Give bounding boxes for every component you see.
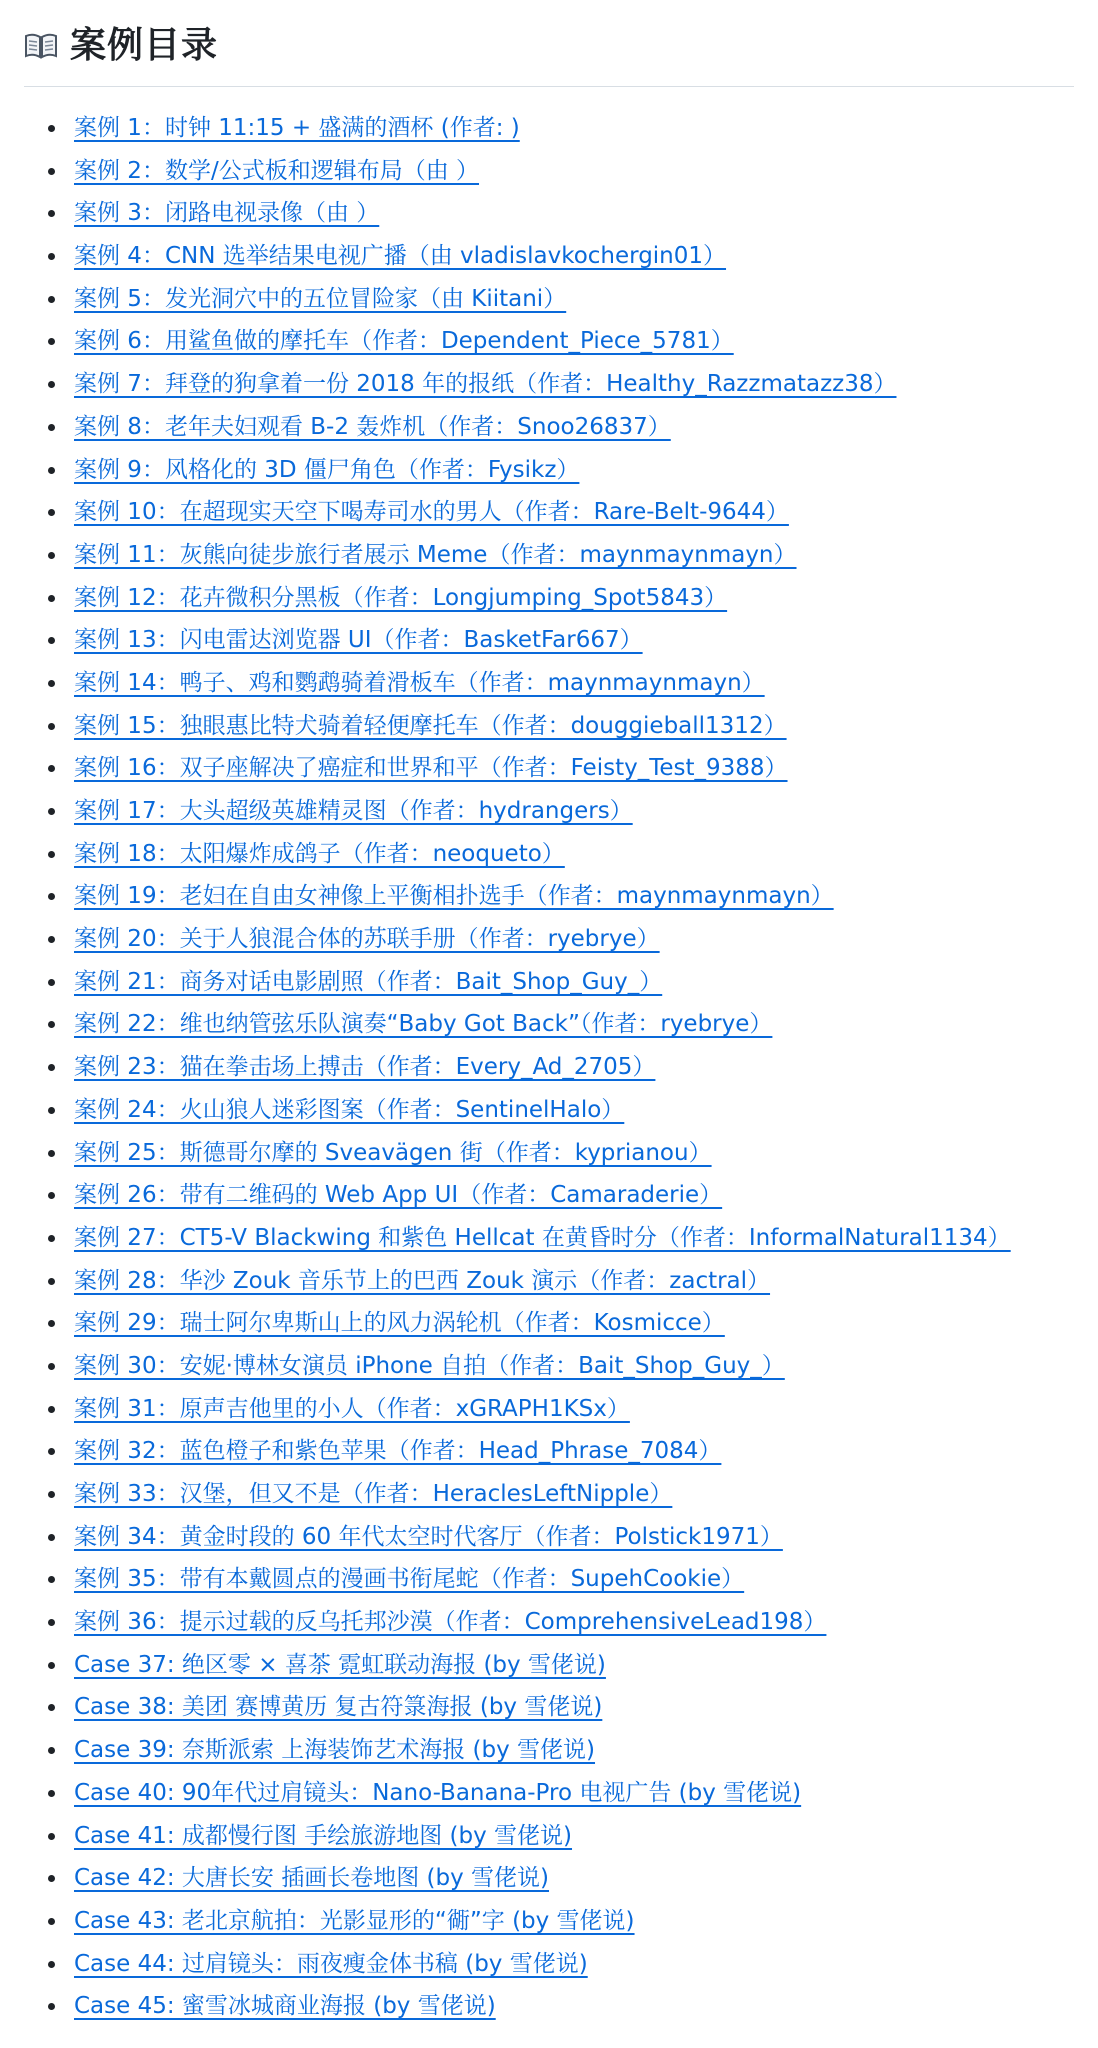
case-link[interactable]: 案例 27：CT5-V Blackwing 和紫色 Hellcat 在黄昏时分（作者：InformalNatural1134） [74,1224,1011,1251]
list-item [74,320,1074,363]
case-link[interactable]: Case 43: 老北京航拍：光影显形的“衚”字 (by 雪佬说) [74,1907,635,1934]
list-item [74,1003,1074,1046]
bullet-icon [48,1192,55,1199]
bullet-icon [48,1747,55,1754]
list-item [74,363,1074,406]
bullet-icon [48,680,55,687]
case-link[interactable]: 案例 21：商务对话电影剧照（作者：Bait_Shop_Guy_） [74,968,663,995]
list-item [74,918,1074,961]
bullet-icon [48,253,55,260]
bullet-icon [48,1704,55,1711]
case-link[interactable]: 案例 29：瑞士阿尔卑斯山上的风力涡轮机（作者：Kosmicce） [74,1310,725,1337]
list-item [74,406,1074,449]
bullet-icon [48,1961,55,1968]
bullet-icon [48,1790,55,1797]
list-item [74,534,1074,577]
list-item [74,1473,1074,1516]
case-link[interactable]: 案例 18：太阳爆炸成鸽子（作者：neoqueto） [74,840,565,867]
section-heading [24,22,1074,87]
case-link[interactable]: Case 44: 过肩镜头：雨夜瘦金体书稿 (by 雪佬说) [74,1950,588,1977]
bullet-icon [48,808,55,815]
list-item [74,1174,1074,1217]
case-link[interactable]: 案例 16：双子座解决了癌症和世界和平（作者：Feisty_Test_9388） [74,755,788,782]
case-link[interactable]: 案例 36：提示过载的反乌托邦沙漠（作者：ComprehensiveLead198） [74,1609,827,1636]
case-link[interactable]: 案例 26：带有二维码的 Web App UI（作者：Camaraderie） [74,1182,723,1209]
case-link[interactable]: 案例 1：时钟 11:15 + 盛满的酒杯 (作者: ) [74,115,520,141]
bullet-icon [48,595,55,602]
case-link[interactable]: 案例 19：老妇在自由女神像上平衡相扑选手（作者：maynmaynmayn） [74,883,834,910]
case-link[interactable]: 案例 12：花卉微积分黑板（作者：Longjumping_Spot5843） [74,584,728,611]
list-item [74,1815,1074,1858]
case-link[interactable]: 案例 17：大头超级英雄精灵图（作者：hydrangers） [74,798,633,824]
case-link[interactable]: 案例 13：闪电雷达浏览器 UI（作者：BasketFar667） [74,627,643,654]
bullet-icon [48,1363,55,1370]
list-item [74,1558,1074,1601]
list-item [74,1985,1074,2028]
page-title: 案例目录 [70,25,219,66]
bullet-icon [48,1107,55,1114]
bullet-icon [48,723,55,730]
case-link[interactable]: 案例 20：关于人狼混合体的苏联手册（作者：ryebrye） [74,926,660,953]
case-link[interactable]: 案例 10：在超现实天空下喝寿司水的男人（作者：Rare-Belt-9644） [74,499,789,526]
list-item [74,662,1074,705]
list-item [74,1516,1074,1559]
case-link[interactable]: 案例 4：CNN 选举结果电视广播（由 vladislavkochergin01） [74,243,727,270]
bullet-icon [48,893,55,900]
case-link[interactable]: Case 45: 蜜雪冰城商业海报 (by 雪佬说) [74,1993,496,2020]
bullet-icon [48,467,55,474]
bullet-icon [48,1278,55,1285]
case-link[interactable]: 案例 11：灰熊向徒步旅行者展示 Meme（作者：maynmaynmayn） [74,541,797,568]
list-item [74,790,1074,833]
list-item [74,875,1074,918]
case-link[interactable]: 案例 22：维也纳管弦乐队演奏“Baby Got Back”（作者：ryebrye） [74,1011,773,1038]
list-item [74,961,1074,1004]
list-item [74,278,1074,321]
list-item [74,1943,1074,1986]
case-link[interactable]: 案例 35：带有本戴圆点的漫画书衔尾蛇（作者：SupehCookie） [74,1566,745,1593]
bullet-icon [48,765,55,772]
open-book-icon [24,32,58,60]
bullet-icon [48,1491,55,1498]
bullet-icon [48,979,55,986]
bullet-icon [48,1235,55,1242]
list-item [74,1644,1074,1687]
case-link[interactable]: 案例 32：蓝色橙子和紫色苹果（作者：Head_Phrase_7084） [74,1438,722,1465]
list-item [74,107,1074,150]
case-link[interactable]: 案例 28：华沙 Zouk 音乐节上的巴西 Zouk 演示（作者：zactral） [74,1267,771,1294]
bullet-icon [48,1406,55,1413]
bullet-icon [48,1619,55,1626]
case-link[interactable]: 案例 34：黄金时段的 60 年代太空时代客厅（作者：Polstick1971） [74,1523,783,1550]
bullet-icon [48,168,55,175]
list-item [74,1601,1074,1644]
bullet-icon [48,210,55,217]
bullet-icon [48,2003,55,2010]
case-link[interactable]: Case 42: 大唐长安 插画长卷地图 (by 雪佬说) [74,1865,550,1892]
list-item [74,619,1074,662]
list-item [74,1260,1074,1303]
list-item [74,1345,1074,1388]
bullet-icon [48,851,55,858]
list-item [74,1430,1074,1473]
case-link[interactable]: 案例 3：闭路电视录像（由 ） [74,200,380,227]
case-link[interactable]: Case 40: 90年代过肩镜头：Nano-Banana-Pro 电视广告 (by 雪佬说) [74,1779,802,1806]
list-item [74,449,1074,492]
list-item [74,192,1074,235]
list-item [74,1217,1074,1260]
case-link[interactable]: 案例 15：独眼惠比特犬骑着轻便摩托车（作者：douggieball1312） [74,712,787,739]
case-link[interactable]: 案例 31：原声吉他里的小人（作者：xGRAPH1KSx） [74,1395,630,1422]
bullet-icon [48,1064,55,1071]
case-link[interactable]: 案例 30：安妮·博林女演员 iPhone 自拍（作者：Bait_Shop_Guy_） [74,1352,785,1379]
bullet-icon [48,1448,55,1455]
bullet-icon [48,1021,55,1028]
bullet-icon [48,125,55,132]
list-item [74,1900,1074,1943]
case-link[interactable]: 案例 14：鸭子、鸡和鹦鹉骑着滑板车（作者：maynmaynmayn） [74,669,765,696]
list-item [74,705,1074,748]
bullet-icon [48,1576,55,1583]
case-link[interactable]: 案例 7：拜登的狗拿着一份 2018 年的报纸（作者：Healthy_Razzmatazz38） [74,371,897,398]
list-item [74,577,1074,620]
list-item [74,1729,1074,1772]
list-item [74,1046,1074,1089]
case-link[interactable]: Case 41: 成都慢行图 手绘旅游地图 (by 雪佬说) [74,1822,573,1849]
bullet-icon [48,1534,55,1541]
list-item [74,1388,1074,1431]
case-link[interactable]: 案例 33：汉堡，但又不是（作者：HeraclesLeftNipple） [74,1481,673,1507]
bullet-icon [48,1833,55,1840]
bullet-icon [48,1150,55,1157]
case-link[interactable]: 案例 24：火山狼人迷彩图案（作者：SentinelHalo） [74,1096,625,1123]
list-item [74,1686,1074,1729]
list-item [74,150,1074,193]
case-link[interactable]: 案例 2：数学/公式板和逻辑布局（由 ） [74,157,480,184]
bullet-icon [48,296,55,303]
list-item [74,1132,1074,1175]
bullet-icon [48,552,55,559]
bullet-icon [48,1875,55,1882]
bullet-icon [48,381,55,388]
case-link[interactable]: 案例 9：风格化的 3D 僵尸角色（作者：Fysikz） [74,456,580,483]
bullet-icon [48,637,55,644]
list-item [74,1302,1074,1345]
case-link[interactable]: 案例 25：斯德哥尔摩的 Sveavägen 街（作者：kyprianou） [74,1139,712,1166]
case-link[interactable]: 案例 8：老年夫妇观看 B-2 轰炸机（作者：Snoo26837） [74,413,671,440]
bullet-icon [48,936,55,943]
bullet-icon [48,1918,55,1925]
bullet-icon [48,509,55,516]
list-item [74,1089,1074,1132]
case-link[interactable]: 案例 23：猫在拳击场上搏击（作者：Every_Ad_2705） [74,1054,656,1081]
bullet-icon [48,1320,55,1327]
case-link[interactable]: 案例 5：发光洞穴中的五位冒险家（由 Kiitani） [74,285,567,312]
list-item [74,235,1074,278]
list-item [74,491,1074,534]
bullet-icon [48,424,55,431]
bullet-icon [48,1662,55,1669]
case-list [24,107,1074,2028]
list-item [74,1772,1074,1815]
case-link[interactable]: Case 37: 绝区零 × 喜茶 霓虹联动海报 (by 雪佬说) [74,1651,606,1678]
list-item [74,747,1074,790]
list-item [74,1857,1074,1900]
case-link[interactable]: 案例 6：用鲨鱼做的摩托车（作者：Dependent_Piece_5781） [74,328,734,355]
case-link[interactable]: Case 39: 奈斯派索 上海装饰艺术海报 (by 雪佬说) [74,1737,596,1764]
list-item [74,833,1074,876]
case-link[interactable]: Case 38: 美团 赛博黄历 复古符箓海报 (by 雪佬说) [74,1694,603,1721]
bullet-icon [48,338,55,345]
